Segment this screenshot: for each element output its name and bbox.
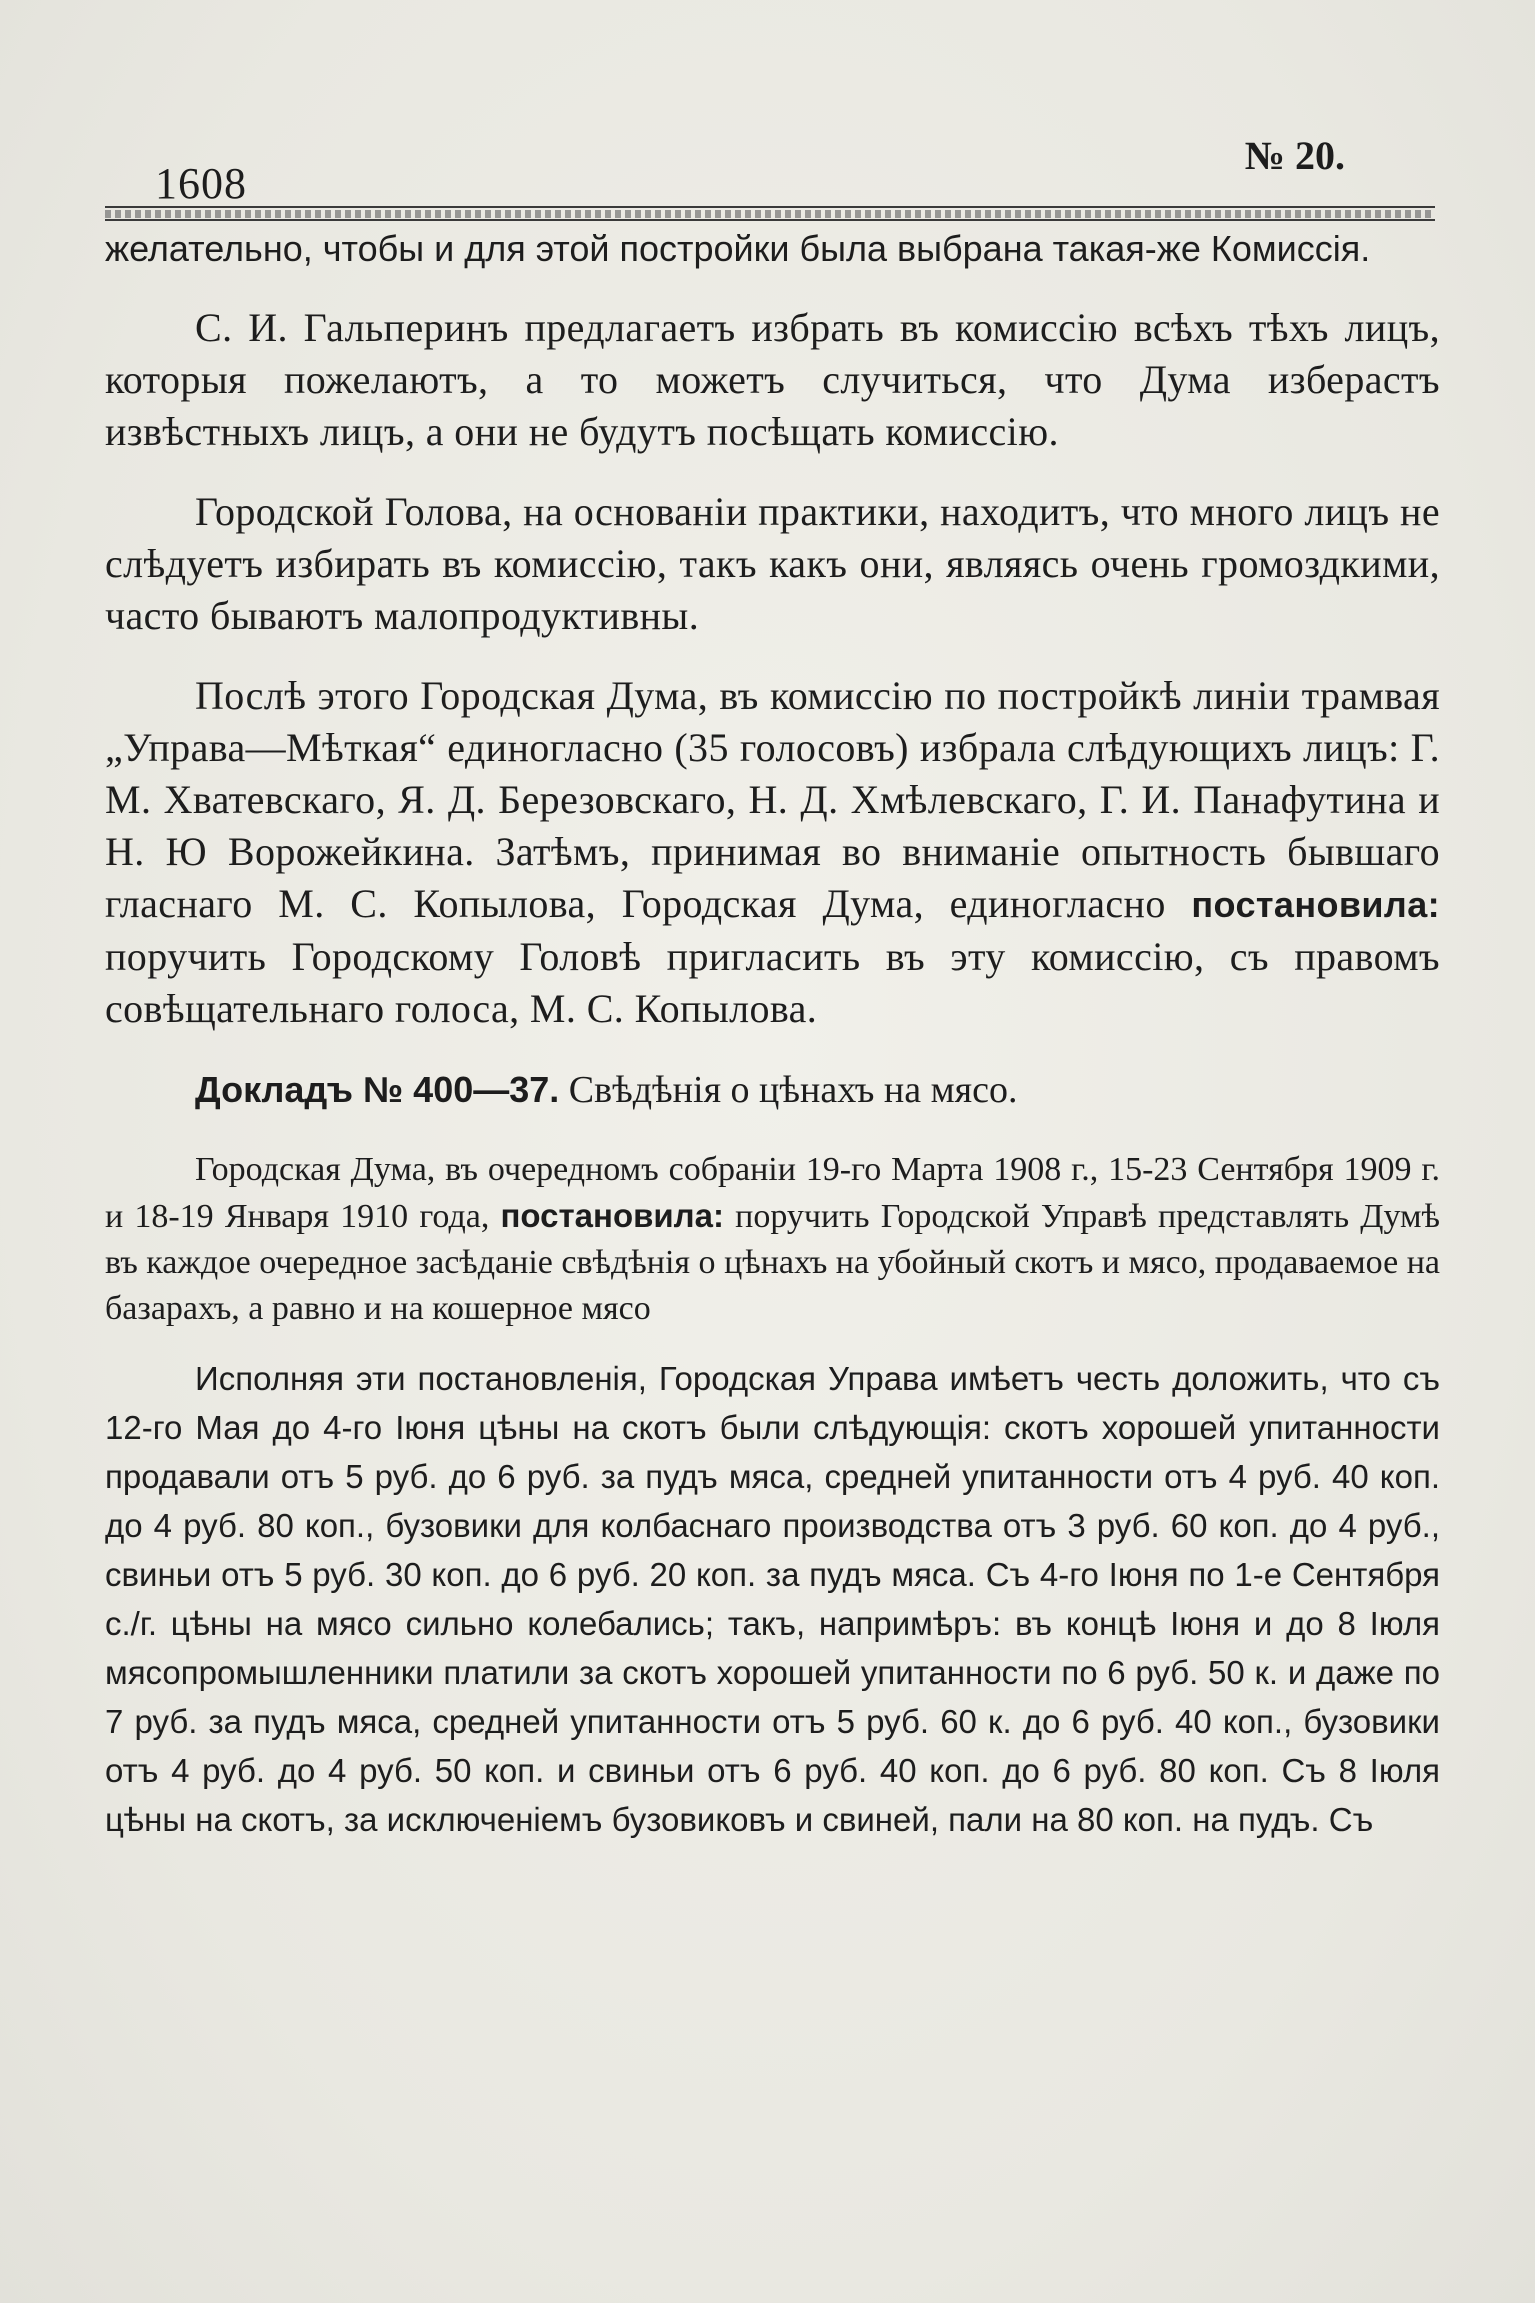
paragraph-galperin: С. И. Гальперинъ предлагаетъ избрать въ комиссію всѣхъ тѣхъ лицъ, которыя пожелаютъ, а то можетъ случиться, что Дума изберастъ извѣстныхъ лицъ, а они не будутъ посѣщать комиссію. [105,305,1440,454]
paragraph-text: Послѣ этого Городская Дума, въ комиссію по постройкѣ линіи трамвая „Управа—Мѣткая“ единогласно (35 голосовъ) избрала слѣдующихъ лицъ: Г. М. Хватевскаго, Я. Д. Березовскаго, Н. Д. Хмѣлевскаго, Г. И. Панафутина и Н. Ю Ворожейкина. Затѣмъ, принимая во вниманіе опытность бывшаго гласнаго М. С. Копылова, Городская Дума, единогласно [105,673,1440,926]
page-number: 1608 [155,159,247,208]
paragraph-text: Городская Дума, въ очередномъ собраніи 19-го Марта 1908 г., 15-23 Сентября 1909 г. и 18-19 Января 1910 года, [105,1151,1440,1235]
paragraph-mayor: Городской Голова, на основаніи практики, находитъ, что много лицъ не слѣдуетъ избирать въ комиссію, такъ какъ они, являясь очень громоздкими, часто бываютъ малопродуктивны. [105,489,1440,638]
header-rule [105,206,1435,222]
paragraph-text: поручить Городскому Головѣ пригласить въ эту комиссію, съ правомъ совѣщательнаго голоса, М. С. Копылова. [105,934,1440,1031]
page-body [105,222,1440,1844]
resolution-keyword: постановила: [500,1197,724,1234]
paragraph-meat-prices: Исполняя эти постановленія, Городская Управа имѣетъ честь доложить, что съ 12-го Мая до 4-го Іюня цѣны на скотъ были слѣдующія: скотъ хорошей упитанности продавали отъ 5 руб. до 6 руб. за пудъ мяса, средней упитанности отъ 4 руб. 40 коп. до 4 руб. 80 коп., бузовики для колбаснаго производства отъ 3 руб. 60 коп. до 4 руб., свиньи отъ 5 руб. 30 коп. до 6 руб. 20 коп. за пудъ мяса. Съ 4-го Іюня по 1-е Сентября с./г. цѣны на мясо сильно колебались; такъ, напримѣръ: въ концѣ Іюня и до 8 Іюля мясопромышленники платили за скотъ хорошей упитанности по 6 руб. 50 к. и даже по 7 руб. за пудъ мяса, средней упитанности отъ 5 руб. 60 к. до 6 руб. 40 коп., бузовики отъ 4 руб. до 4 руб. 50 коп. и свиньи отъ 6 руб. 40 коп. до 6 руб. 80 коп. Съ 8 Іюля цѣны на скотъ, за исключеніемъ бузовиковъ и свиней, пали на 80 коп. на пудъ. Съ [105,1360,1440,1838]
report-heading [105,1063,1440,1117]
paragraph-commission-election [105,670,1440,1035]
resolution-keyword: постановила: [1191,884,1440,925]
report-number: Докладъ № 400—37. [195,1069,560,1110]
paragraph-continuation: желательно, чтобы и для этой постройки была выбрана такая-же Комиссія. [105,228,1371,269]
paragraph-duma-resolution [105,1147,1440,1332]
report-title: Свѣдѣнія о цѣнахъ на мясо. [568,1069,1018,1111]
issue-number: № 20. [1244,133,1345,178]
page-header [105,133,1435,228]
paragraph-text: поручить Городской Управѣ представлять Думѣ въ каждое очередное засѣданіе свѣдѣнія о цѣнахъ на убойный скотъ и мясо, продаваемое на базарахъ, а равно и на кошерное мясо [105,1198,1441,1327]
